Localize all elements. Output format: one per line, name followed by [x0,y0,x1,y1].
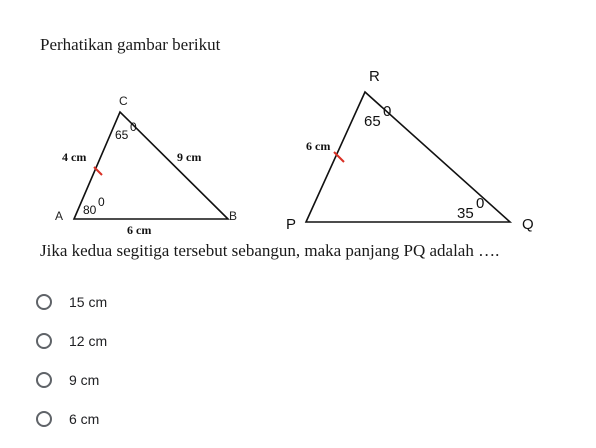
option-15-cm[interactable] [36,292,107,312]
question-title: Perhatikan gambar berikut [40,35,221,54]
vertex-q-label: Q [522,216,534,233]
side-ab-label: 6 cm [127,223,152,237]
vertex-c-label: C [119,94,128,108]
svg-text:0: 0 [130,120,137,134]
answer-options [36,292,107,448]
svg-text:65: 65 [115,128,129,142]
option-6-cm[interactable] [36,409,107,429]
option-12-cm[interactable] [36,331,107,351]
side-pr-label: 6 cm [306,139,331,153]
radio-button-icon[interactable] [36,333,52,349]
angle-a-label [83,195,105,217]
radio-button-icon[interactable] [36,294,52,310]
svg-text:0: 0 [383,103,392,120]
vertex-r-label: R [369,68,380,85]
svg-text:35: 35 [457,205,474,222]
side-ac-label: 4 cm [62,150,87,164]
angle-q-label [457,195,484,222]
svg-text:0: 0 [98,195,105,209]
svg-text:0: 0 [476,195,485,212]
radio-button-icon[interactable] [36,411,52,427]
svg-text:65: 65 [364,113,381,130]
side-bc-label: 9 cm [177,150,202,164]
radio-button-icon[interactable] [36,372,52,388]
option-label: 6 cm [69,411,100,427]
angle-r-label [364,103,391,130]
svg-text:80: 80 [83,203,97,217]
vertex-b-label: B [229,209,238,223]
option-label: 9 cm [69,372,100,388]
vertex-a-label: A [55,209,64,223]
question-body: Jika kedua segitiga tersebut sebangun, maka panjang PQ adalah …. [40,241,500,260]
option-label: 12 cm [69,333,108,349]
vertex-p-label: P [286,216,297,233]
option-9-cm[interactable] [36,370,107,390]
option-label: 15 cm [69,294,108,310]
angle-c-label [115,120,137,142]
